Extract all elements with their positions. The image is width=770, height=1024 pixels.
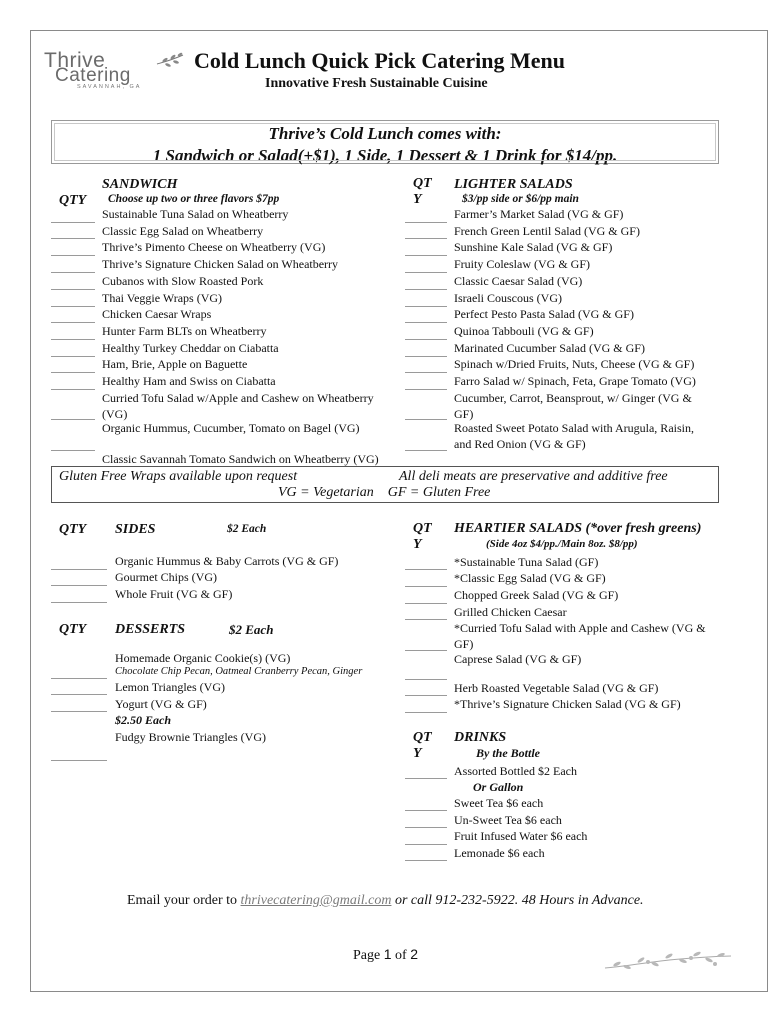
qty-blank[interactable]	[405, 272, 447, 273]
drinks-heading: DRINKS	[454, 730, 507, 745]
menu-item: Classic Egg Salad on Wheatberry	[102, 224, 264, 238]
qty-blank[interactable]	[405, 238, 447, 239]
menu-item: Classic Caesar Salad (VG)	[454, 274, 583, 288]
lighter-salads-heading: LIGHTER SALADS	[454, 177, 573, 192]
qty-blank[interactable]	[51, 678, 107, 679]
menu-item: Farro Salad w/ Spinach, Feta, Grape Tomato (VG)	[454, 374, 696, 388]
heartier-salads-subheading: (Side 4oz $4/pp./Main 8oz. $8/pp)	[486, 538, 638, 550]
sandwich-subheading: Choose up two or three flavors $7pp	[108, 193, 280, 205]
page-subtitle: Innovative Fresh Sustainable Cuisine	[265, 76, 488, 91]
phone-and-advance-note: or call 912-232-5922. 48 Hours in Advance.	[391, 893, 644, 908]
leaf-sprig-icon	[156, 52, 184, 70]
menu-item: Whole Fruit (VG & GF)	[115, 587, 233, 601]
menu-item: Classic Savannah Tomato Sandwich on Wheatberry (VG)	[102, 452, 379, 466]
qty-blank[interactable]	[405, 372, 447, 373]
notes-box	[51, 466, 719, 503]
menu-item: Israeli Couscous (VG)	[454, 291, 562, 305]
page-total: 2	[410, 946, 418, 962]
email-link[interactable]: thrivecatering@gmail.com	[240, 893, 392, 908]
qty-blank[interactable]	[405, 322, 447, 323]
menu-item: Fruity Coleslaw (VG & GF)	[454, 257, 590, 271]
menu-item: Thrive’s Signature Chicken Salad on Wheatberry	[102, 257, 339, 271]
menu-item: Lemonade $6 each	[454, 846, 545, 860]
sides-qty-label: QTY	[59, 522, 87, 537]
menu-item: *Curried Tofu Salad with Apple and Cashew (VG & GF)	[454, 621, 706, 651]
menu-item: Sweet Tea $6 each	[454, 796, 544, 810]
qty-blank[interactable]	[405, 860, 447, 861]
menu-item: Thai Veggie Wraps (VG)	[102, 291, 223, 305]
menu-item: Farmer’s Market Salad (VG & GF)	[454, 207, 624, 221]
menu-item: Homemade Organic Cookie(s) (VG)	[115, 651, 291, 665]
menu-item: Thrive’s Pimento Cheese on Wheatberry (VG)	[102, 240, 326, 254]
menu-item: Ham, Brie, Apple on Baguette	[102, 357, 248, 371]
page-title: Cold Lunch Quick Pick Catering Menu	[194, 48, 565, 73]
logo-text-location: SAVANNAH, GA	[77, 84, 142, 90]
desserts-price-2: $2.50 Each	[115, 713, 172, 727]
drinks-qty-label: QT Y	[413, 730, 432, 761]
qty-blank[interactable]	[405, 339, 447, 340]
menu-item: *Sustainable Tuna Salad (GF)	[454, 555, 599, 569]
menu-item: Fruit Infused Water $6 each	[454, 829, 588, 843]
qty-blank[interactable]	[51, 694, 107, 695]
qty-blank[interactable]	[51, 306, 95, 307]
qty-blank[interactable]	[51, 419, 95, 420]
menu-item: Chicken Caesar Wraps	[102, 307, 212, 321]
menu-item: Grilled Chicken Caesar	[454, 605, 567, 619]
qty-blank[interactable]	[51, 760, 107, 761]
desserts-price: $2 Each	[229, 622, 274, 637]
qty-blank[interactable]	[405, 306, 447, 307]
menu-item: Gourmet Chips (VG)	[115, 570, 217, 584]
lighter-salads-subheading: $3/pp side or $6/pp main	[462, 193, 579, 205]
menu-item: Organic Hummus & Baby Carrots (VG & GF)	[115, 554, 339, 568]
qty-blank[interactable]	[51, 289, 95, 290]
heartier-salads-qty-label: QT Y	[413, 521, 432, 552]
gluten-free-note: Gluten Free Wraps available upon request	[59, 469, 298, 484]
qty-blank[interactable]	[405, 569, 447, 570]
sandwich-qty-label: QTY	[59, 193, 87, 208]
menu-item: Quinoa Tabbouli (VG & GF)	[454, 324, 594, 338]
qty-blank[interactable]	[51, 585, 107, 586]
page-prefix: Page	[353, 948, 384, 963]
menu-item: Roasted Sweet Potato Salad with Arugula, Raisin, and Red Onion (VG & GF)	[454, 421, 694, 451]
drinks-sub-bottle: By the Bottle	[476, 746, 540, 760]
menu-item: Healthy Turkey Cheddar on Ciabatta	[102, 341, 279, 355]
drinks-sub-gallon: Or Gallon	[473, 780, 524, 794]
sandwich-heading: SANDWICH	[102, 177, 178, 192]
menu-item: Yogurt (VG & GF)	[115, 697, 207, 711]
qty-blank[interactable]	[405, 603, 447, 604]
qty-blank[interactable]	[405, 827, 447, 828]
menu-item: Perfect Pesto Pasta Salad (VG & GF)	[454, 307, 634, 321]
qty-blank[interactable]	[405, 222, 447, 223]
order-instructions	[127, 893, 644, 909]
menu-item: *Thrive’s Signature Chicken Salad (VG & GF)	[454, 697, 681, 711]
qty-blank[interactable]	[51, 372, 95, 373]
page-current: 1	[383, 946, 392, 962]
qty-blank[interactable]	[405, 389, 447, 390]
desserts-qty-label: QTY	[59, 622, 87, 637]
email-prefix: Email your order to	[127, 893, 241, 908]
menu-item: Chopped Greek Salad (VG & GF)	[454, 588, 619, 602]
qty-blank[interactable]	[51, 238, 95, 239]
qty-blank[interactable]	[51, 356, 95, 357]
menu-item: Spinach w/Dried Fruits, Nuts, Cheese (VG & GF)	[454, 357, 695, 371]
menu-item: Cubanos with Slow Roasted Pork	[102, 274, 264, 288]
qty-blank[interactable]	[405, 255, 447, 256]
thrive-catering-logo	[44, 50, 184, 92]
logo-text-thrive: Thrive	[44, 49, 106, 72]
desserts-heading: DESSERTS	[115, 622, 186, 637]
qty-blank[interactable]	[405, 695, 447, 696]
menu-item: Curried Tofu Salad w/Apple and Cashew on Wheatberry (VG)	[102, 391, 374, 421]
menu-item: Lemon Triangles (VG)	[115, 680, 225, 694]
diet-legend: VG = Vegetarian GF = Gluten Free	[278, 485, 491, 500]
qty-blank[interactable]	[405, 586, 447, 587]
menu-item: Sunshine Kale Salad (VG & GF)	[454, 240, 613, 254]
menu-item: Assorted Bottled $2 Each	[454, 764, 577, 778]
deli-meats-note: All deli meats are preservative and additive free	[399, 469, 668, 484]
qty-blank[interactable]	[51, 711, 107, 712]
qty-blank[interactable]	[51, 450, 95, 451]
qty-blank[interactable]	[405, 778, 447, 779]
menu-item: Herb Roasted Vegetable Salad (VG & GF)	[454, 681, 659, 695]
cookie-flavors-note: Chocolate Chip Pecan, Oatmeal Cranberry Pecan, Ginger	[115, 666, 363, 677]
includes-line-1: Thrive’s Cold Lunch comes with:	[268, 124, 502, 143]
logo-text-catering: Catering	[55, 65, 131, 86]
qty-blank[interactable]	[51, 569, 107, 570]
menu-item: Sustainable Tuna Salad on Wheatberry	[102, 207, 289, 221]
qty-blank[interactable]	[51, 255, 95, 256]
page-of: of	[391, 948, 411, 963]
page-number	[353, 946, 418, 964]
qty-blank[interactable]	[405, 289, 447, 290]
sides-heading: SIDES	[115, 522, 156, 537]
qty-blank[interactable]	[405, 619, 447, 620]
menu-item: Hunter Farm BLTs on Wheatberry	[102, 324, 267, 338]
qty-blank[interactable]	[51, 272, 95, 273]
heartier-salads-heading: HEARTIER SALADS (*over fresh greens)	[454, 521, 702, 536]
qty-blank[interactable]	[405, 356, 447, 357]
qty-blank[interactable]	[51, 339, 95, 340]
menu-item: French Green Lentil Salad (VG & GF)	[454, 224, 640, 238]
menu-item: Healthy Ham and Swiss on Ciabatta	[102, 374, 276, 388]
qty-blank[interactable]	[405, 844, 447, 845]
qty-blank[interactable]	[51, 222, 95, 223]
menu-item: Marinated Cucumber Salad (VG & GF)	[454, 341, 645, 355]
qty-blank[interactable]	[405, 679, 447, 680]
menu-item: Organic Hummus, Cucumber, Tomato on Bagel (VG)	[102, 421, 360, 435]
includes-line-2: 1 Sandwich or Salad(+$1), 1 Side, 1 Dessert & 1 Drink for $14/pp.	[152, 146, 618, 165]
lighter-salads-qty-label: QT Y	[413, 176, 432, 207]
qty-blank[interactable]	[51, 322, 95, 323]
menu-item: Un-Sweet Tea $6 each	[454, 813, 562, 827]
qty-blank[interactable]	[405, 419, 447, 420]
qty-blank[interactable]	[405, 712, 447, 713]
floral-vine-decoration	[603, 950, 733, 972]
includes-box	[51, 120, 719, 164]
qty-blank[interactable]	[405, 810, 447, 811]
menu-item: Caprese Salad (VG & GF)	[454, 652, 582, 666]
qty-blank[interactable]	[405, 650, 447, 651]
menu-item: *Classic Egg Salad (VG & GF)	[454, 571, 606, 585]
sides-price: $2 Each	[227, 523, 267, 535]
menu-item: Cucumber, Carrot, Beansprout, w/ Ginger (VG & GF)	[454, 391, 692, 421]
qty-blank[interactable]	[51, 602, 107, 603]
menu-item: Fudgy Brownie Triangles (VG)	[115, 730, 267, 744]
qty-blank[interactable]	[51, 389, 95, 390]
qty-blank[interactable]	[405, 450, 447, 451]
